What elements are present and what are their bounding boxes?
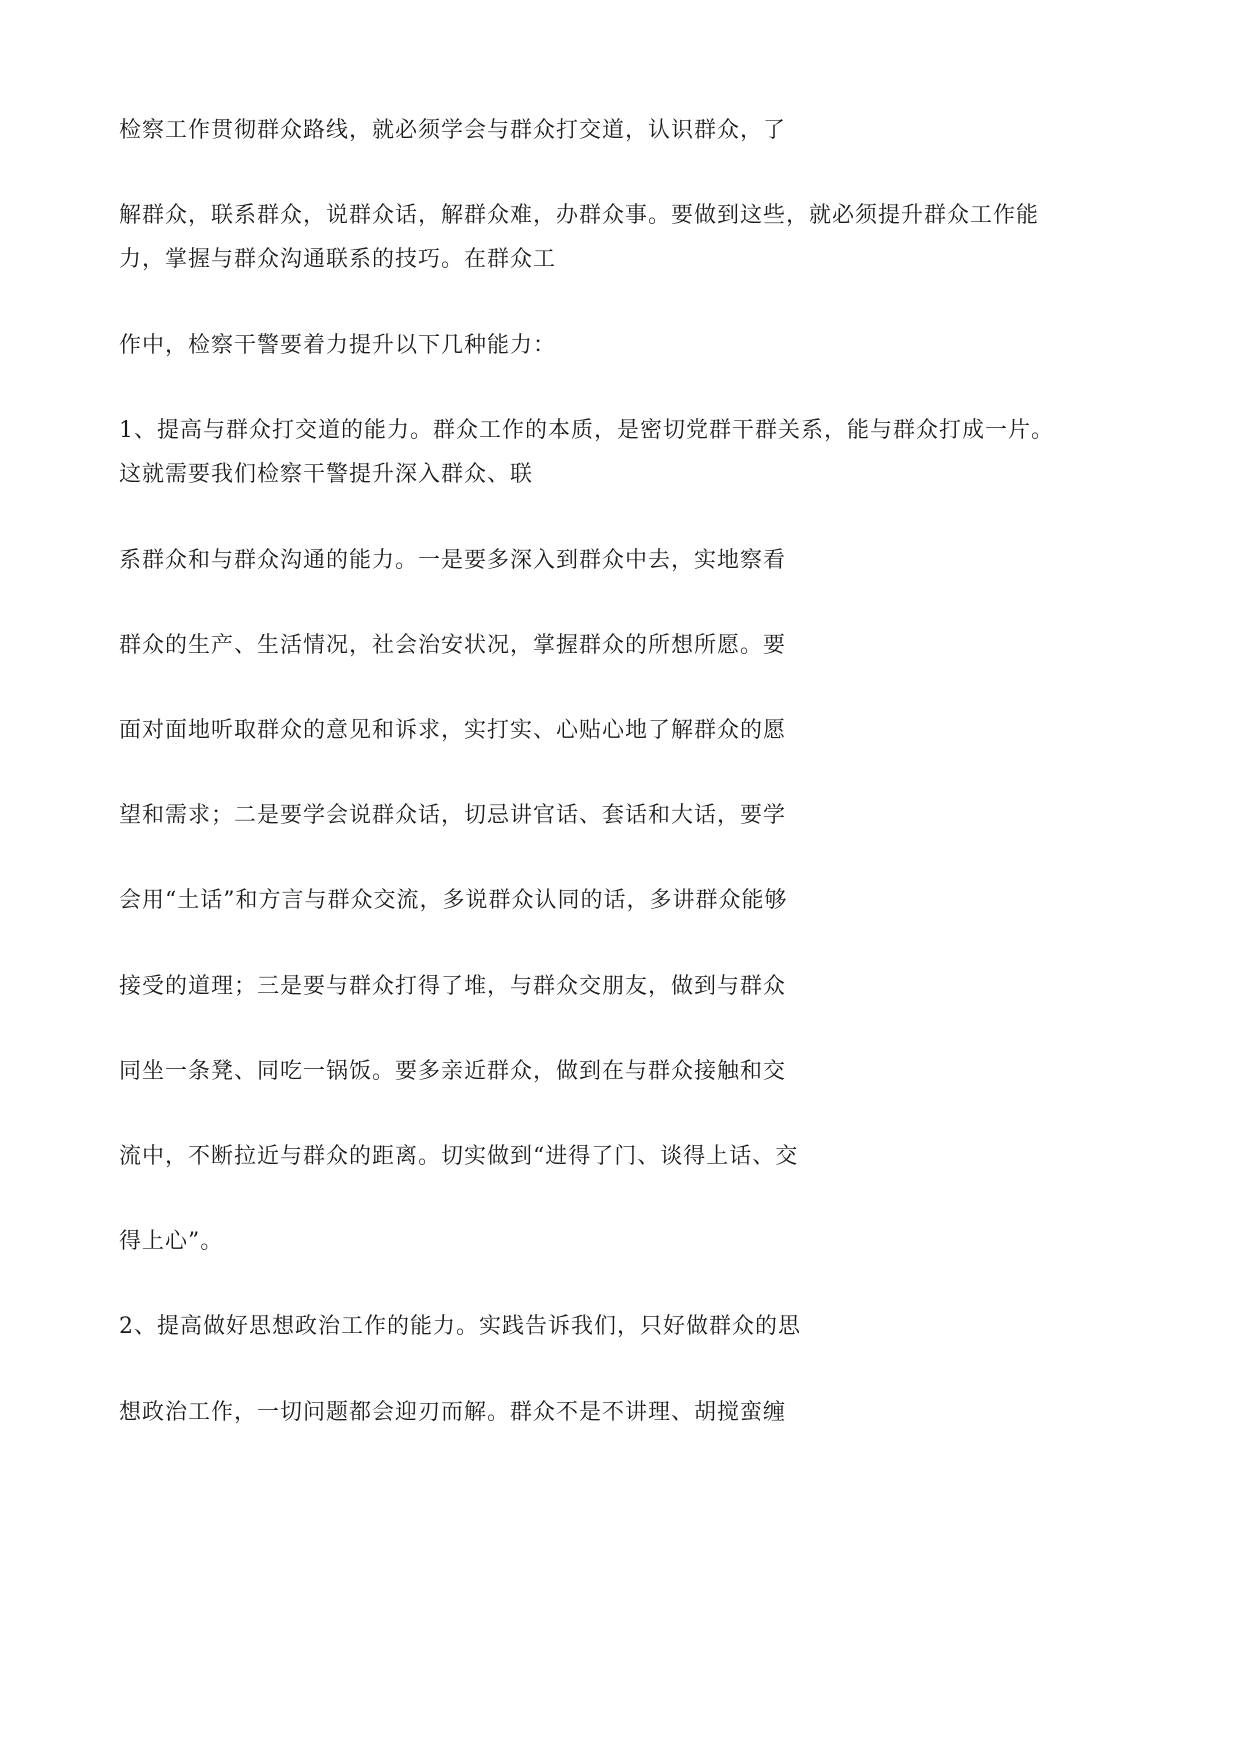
text-line: 同坐一条凳、同吃一锅饭。要多亲近群众，做到在与群众接触和交 (119, 1059, 787, 1084)
text-line: 接受的道理；三是要与群众打得了堆，与群众交朋友，做到与群众 (119, 974, 787, 999)
text-line: 面对面地听取群众的意见和诉求，实打实、心贴心地了解群众的愿 (119, 718, 787, 743)
text-line: 解群众，联系群众，说群众话，解群众难，办群众事。要做到这些，就必须提升群众工作能 (119, 203, 1040, 228)
text-line: 想政治工作，一切问题都会迎刃而解。群众不是不讲理、胡搅蛮缠 (119, 1400, 787, 1425)
text-line: 会用“土话”和方言与群众交流，多说群众认同的话，多讲群众能够 (119, 888, 788, 913)
text-line: 2、提高做好思想政治工作的能力。实践告诉我们，只好做群众的思 (119, 1314, 801, 1339)
text-line: 流中，不断拉近与群众的距离。切实做到“进得了门、谈得上话、交 (119, 1144, 799, 1169)
text-line: 系群众和与群众沟通的能力。一是要多深入到群众中去，实地察看 (119, 548, 787, 573)
text-line: 这就需要我们检察干警提升深入群众、联 (119, 462, 534, 487)
text-line: 检察工作贯彻群众路线，就必须学会与群众打交道，认识群众，了 (119, 118, 787, 143)
text-line: 力，掌握与群众沟通联系的技巧。在群众工 (119, 247, 557, 272)
text-line: 1、提高与群众打交道的能力。群众工作的本质，是密切党群干群关系，能与群众打成一片。 (119, 418, 1055, 443)
text-line: 群众的生产、生活情况，社会治安状况，掌握群众的所想所愿。要 (119, 633, 787, 658)
text-line: 望和需求；二是要学会说群众话，切忌讲官话、套话和大话，要学 (119, 803, 787, 828)
text-line: 作中，检察干警要着力提升以下几种能力： (119, 333, 557, 358)
text-line: 得上心”。 (119, 1229, 224, 1254)
